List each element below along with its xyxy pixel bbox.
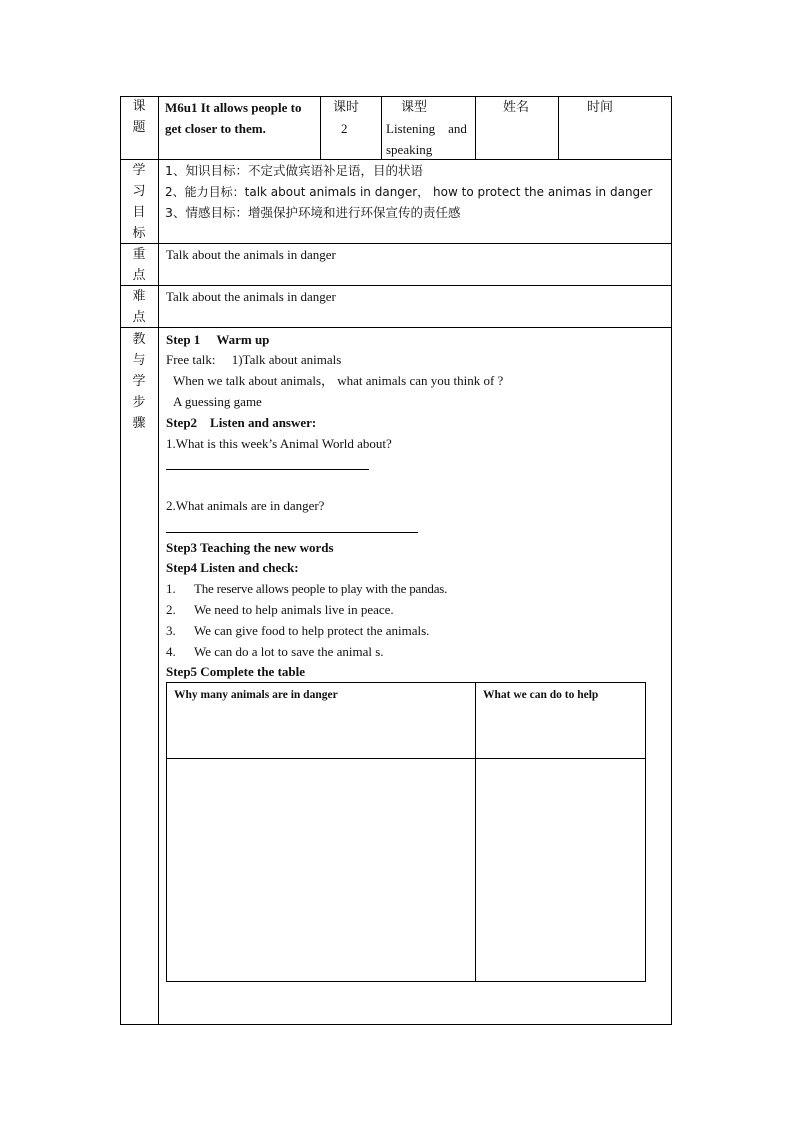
lesson-type-label: 课型: [401, 100, 428, 115]
procedure-label: [121, 329, 157, 434]
table-row-divider: [120, 243, 672, 244]
objectives-label-char: 学: [132, 163, 146, 178]
step4-heading: Step4 Listen and check:: [166, 560, 299, 575]
table-border-right: [671, 96, 672, 1025]
step2-heading: Step2 Listen and answer:: [166, 415, 317, 430]
name-label: 姓名: [503, 100, 530, 115]
key-point-text: Talk about the animals in danger: [166, 247, 336, 262]
procedure-label-char: 学: [132, 374, 146, 389]
table-row-divider: [120, 327, 672, 328]
objective-ability: 2、能力目标：talk about animals in danger， how to protect the animas in danger: [165, 185, 653, 199]
answer-cell-why[interactable]: [168, 760, 473, 979]
table-row-divider: [120, 159, 672, 160]
topic-label: [121, 96, 157, 138]
step1-heading: Step 1 Warm up: [166, 332, 270, 347]
topic-label-char: 课: [132, 99, 146, 114]
procedure-label-char: 骤: [132, 416, 146, 431]
key-point-label: [121, 244, 157, 286]
key-point-label-char: 点: [132, 268, 146, 283]
step5-heading: Step5 Complete the table: [166, 664, 306, 679]
check-item-text: We need to help animals live in peace.: [194, 602, 394, 617]
table-border-top: [120, 96, 672, 97]
period-label: 课时: [333, 100, 360, 115]
question-1: 1.What is this week’s Animal World about?: [166, 436, 392, 451]
table-border-bottom: [120, 1024, 672, 1025]
objectives-label-char: 目: [132, 205, 146, 220]
table-header-why: Why many animals are in danger: [174, 689, 338, 701]
complete-table-row-divider: [167, 758, 645, 759]
objectives-label-char: 习: [132, 184, 146, 199]
check-item-text: We can give food to help protect the animals.: [194, 623, 430, 638]
difficulty-label: [121, 286, 157, 328]
complete-table: [166, 682, 646, 982]
procedure-label-char: 教: [132, 332, 146, 347]
warmup-question: When we talk about animals， what animals can you think of ?: [173, 373, 504, 388]
procedure-label-char: 步: [132, 395, 146, 410]
lesson-type-value-line2: speaking: [386, 142, 433, 157]
table-col-divider: [158, 96, 159, 1025]
header-col-divider: [475, 96, 476, 159]
procedure-label-char: 与: [132, 353, 146, 368]
table-header-what: What we can do to help: [483, 689, 599, 701]
free-talk: Free talk: 1)Talk about animals: [166, 352, 342, 367]
objectives-label-char: 标: [132, 226, 146, 241]
period-value: 2: [341, 121, 348, 136]
difficulty-label-char: 点: [132, 310, 146, 325]
step3-heading: Step3 Teaching the new words: [166, 540, 334, 555]
objective-knowledge: 1、知识目标：不定式做宾语补足语，目的状语: [165, 163, 423, 178]
objective-emotion: 3、情感目标：增强保护环境和进行环保宣传的责任感: [165, 205, 461, 220]
guessing-game: A guessing game: [173, 394, 262, 409]
complete-table-col-divider: [475, 683, 476, 981]
objectives-label: [121, 160, 157, 244]
topic-label-char: 题: [132, 120, 146, 135]
check-item-num: 1.: [166, 581, 176, 596]
lesson-type-value-line1: Listening and: [386, 121, 467, 136]
difficulty-label-char: 难: [132, 289, 146, 304]
header-col-divider: [320, 96, 321, 159]
check-item-num: 3.: [166, 623, 176, 638]
answer-blank-1[interactable]: [166, 469, 369, 470]
answer-cell-what[interactable]: [477, 760, 643, 979]
check-item-num: 2.: [166, 602, 176, 617]
check-item-num: 4.: [166, 644, 176, 659]
header-col-divider: [381, 96, 382, 159]
table-row-divider: [120, 285, 672, 286]
check-item-text: The reserve allows people to play with the pandas.: [194, 581, 448, 596]
lesson-title-line2: get closer to them.: [165, 121, 266, 136]
lesson-title-line1: M6u1 It allows people to: [165, 100, 302, 115]
key-point-label-char: 重: [132, 247, 146, 262]
header-col-divider: [558, 96, 559, 159]
answer-blank-2[interactable]: [166, 532, 418, 533]
question-2: 2.What animals are in danger?: [166, 498, 325, 513]
difficulty-text: Talk about the animals in danger: [166, 289, 336, 304]
check-item-text: We can do a lot to save the animal s.: [194, 644, 384, 659]
time-label: 时间: [587, 100, 614, 115]
